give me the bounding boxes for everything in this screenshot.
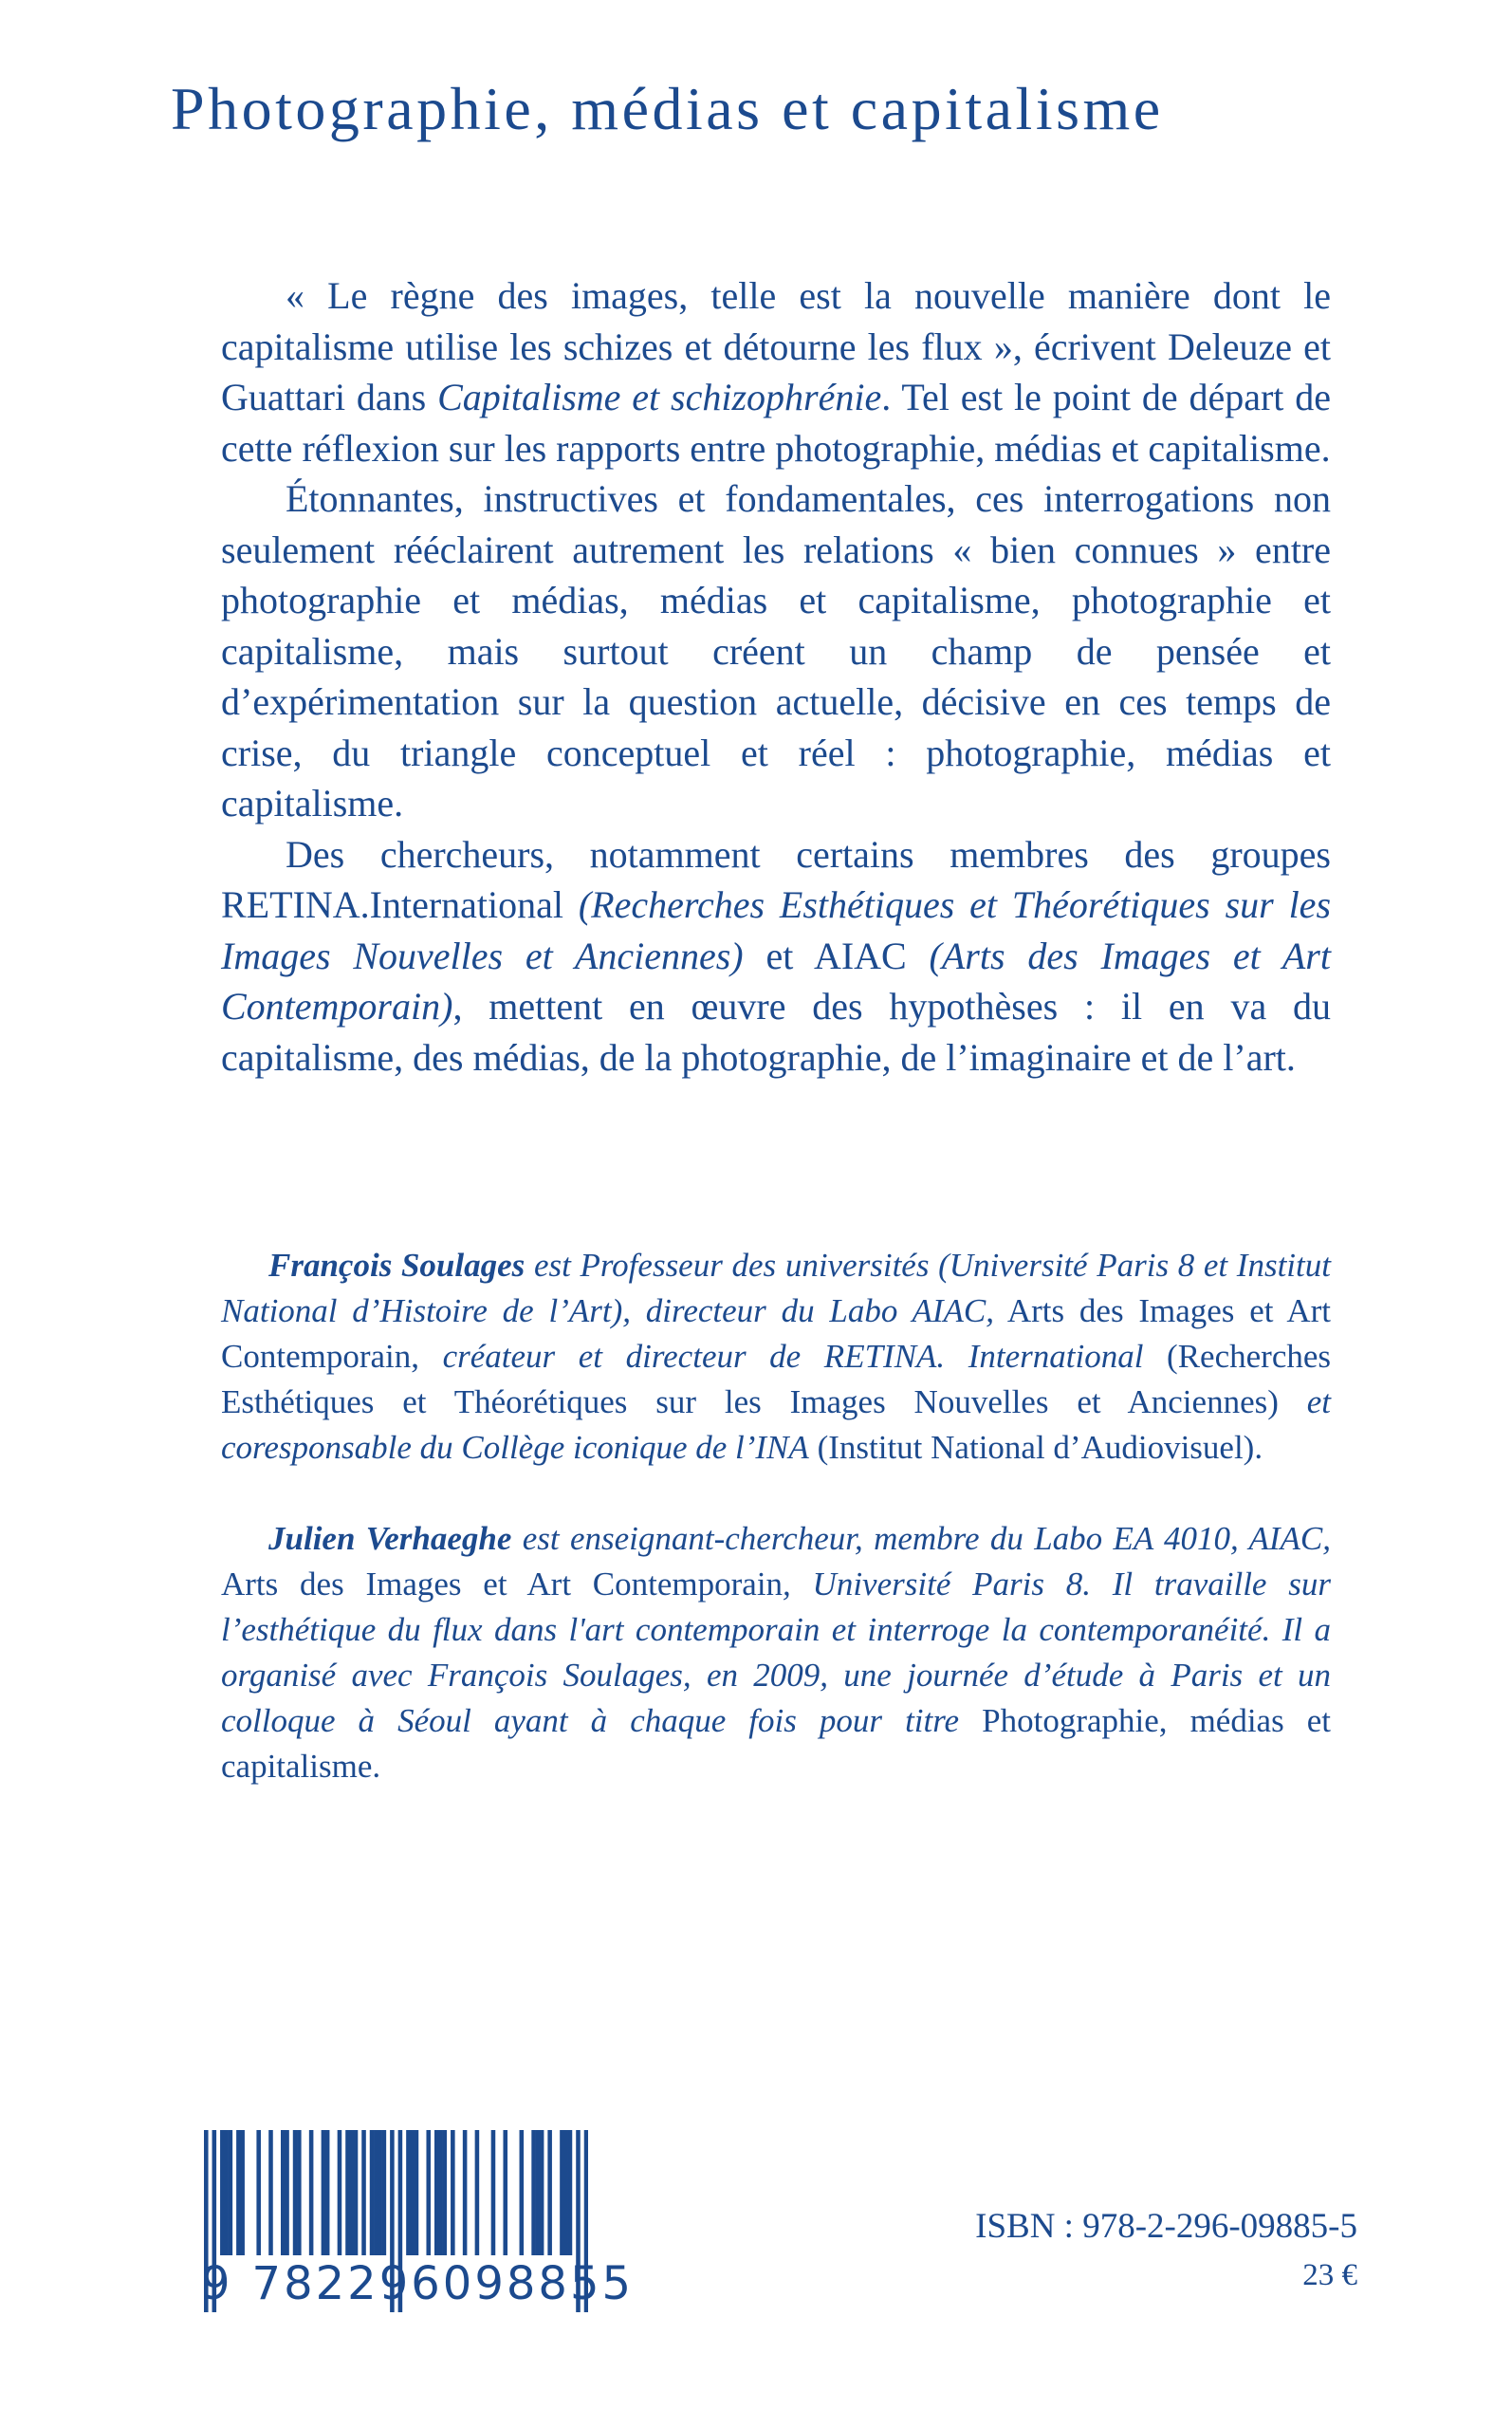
- bio-text: Arts des Images et Art Contemporain,: [221, 1292, 1331, 1375]
- book-title: Photographie, médias et capitalisme: [171, 75, 1164, 142]
- barcode-bar: [349, 2130, 354, 2255]
- barcode-bar: [451, 2130, 455, 2255]
- barcode-bar: [240, 2130, 245, 2255]
- barcode-bar: [220, 2130, 225, 2255]
- hypotheses-text: , mettent en œuvre des hypothèses : il en va du capitalisme, des médias, de la photographie, de l’imaginaire et de l’art.: [221, 985, 1331, 1079]
- bio-text: et coresponsable du Collège iconique de l’INA: [221, 1383, 1331, 1466]
- barcode-bar: [281, 2130, 286, 2255]
- barcode-bar: [297, 2130, 302, 2255]
- quote-continuation: . Tel est le point de départ de cette réflexion sur les rapports entre photographie, médias et capitalisme.: [221, 376, 1331, 470]
- blurb-paragraph-2: Étonnantes, instructives et fondamentales, ces interrogations non seulement rééclairent autrement les relations « bien connues » entre photographie et médias, médias et capitalisme, photographie et capitalisme, mais surtout créent un champ de pensée et d’expérimentation sur la question actuelle, décisive en ces temps de crise, du triangle conceptuel et réel : photographie, médias et capitalisme.: [221, 477, 1331, 825]
- barcode-bar: [443, 2130, 448, 2255]
- barcode-bar: [322, 2130, 326, 2255]
- barcode-number: 782296098855: [251, 2257, 635, 2310]
- aiac-expansion: (Arts des Images et Art Contemporain): [221, 934, 1331, 1028]
- barcode-bar: [434, 2130, 439, 2255]
- barcode-bar: [374, 2130, 378, 2255]
- author-name: François Soulages: [268, 1247, 526, 1284]
- barcode-bar: [345, 2130, 350, 2255]
- barcode-bar: [475, 2130, 480, 2255]
- barcode-bar: [224, 2130, 229, 2255]
- barcode-bar: [426, 2130, 431, 2255]
- barcode-bar: [293, 2130, 298, 2255]
- barcode-bar: [325, 2130, 330, 2255]
- author-name: Julien Verhaeghe: [268, 1520, 512, 1557]
- barcode-bar: [361, 2130, 366, 2255]
- researchers-text: Des chercheurs, notamment certains membres des groupes RETINA.International: [221, 832, 1331, 926]
- barcode-bar: [531, 2130, 536, 2255]
- blurb-paragraph-1: [221, 270, 1331, 473]
- barcode-bar: [503, 2130, 507, 2255]
- barcode-bar: [268, 2130, 273, 2255]
- barcode-bar: [520, 2130, 525, 2255]
- barcode-bar: [547, 2130, 552, 2255]
- barcode-bar: [370, 2130, 375, 2255]
- barcode-bar: [540, 2130, 544, 2255]
- book-reference: Capitalisme et schizophrénie: [437, 376, 882, 418]
- isbn-label: ISBN : 978-2-296-09885-5: [975, 2207, 1357, 2246]
- barcode-bar: [438, 2130, 443, 2255]
- barcode-bar: [229, 2130, 233, 2255]
- barcode-bar: [236, 2130, 241, 2255]
- barcode-bar: [491, 2130, 496, 2255]
- back-cover-blurb: [221, 270, 1331, 1083]
- barcode-bar: [378, 2130, 382, 2255]
- barcode-bar: [354, 2130, 359, 2255]
- barcode-bar: [309, 2130, 314, 2255]
- bio-francois-soulages: [221, 1243, 1331, 1471]
- barcode-bar: [463, 2130, 468, 2255]
- barcode-bar: [415, 2130, 419, 2255]
- barcode-bar: [406, 2130, 411, 2255]
- barcode-bar: [568, 2130, 573, 2255]
- bio-text: , Université Paris 8. Il travaille sur l’esthétique du flux dans l'art contemporain et interroge la contemporanéité. Il a organisé avec François Soulages, en 2009, une journée d’étude à Paris et un colloque à Séoul ayant à chaque fois pour titre: [221, 1566, 1331, 1739]
- bio-text: Arts des Images et Art Contemporain: [221, 1566, 784, 1603]
- barcode-bar: [285, 2130, 289, 2255]
- bio-text: créateur et directeur de RETINA. International: [442, 1338, 1144, 1375]
- barcode-bar: [536, 2130, 541, 2255]
- blurb-paragraph-3: [221, 829, 1331, 1084]
- barcode-bar: [563, 2130, 568, 2255]
- barcode-bar: [256, 2130, 261, 2255]
- bio-text: est enseignant-chercheur, membre du Labo EA 4010, AIAC,: [511, 1520, 1331, 1557]
- bio-julien-verhaeghe: [221, 1516, 1331, 1789]
- author-bios: [221, 1243, 1331, 1789]
- barcode-bar: [382, 2130, 387, 2255]
- barcode-digits: [201, 2255, 635, 2312]
- aiac-text: et AIAC: [743, 934, 930, 977]
- bio-text: Photographie, médias et capitalisme.: [221, 1702, 1331, 1785]
- retina-expansion: (Recherches Esthétiques et Théorétiques sur les Images Nouvelles et Anciennes): [221, 883, 1332, 977]
- barcode-bar: [560, 2130, 564, 2255]
- price-label: 23 €: [1302, 2258, 1357, 2292]
- barcode-lead-digit: 9: [201, 2257, 233, 2310]
- barcode-bar: [410, 2130, 415, 2255]
- quote-text: « Le règne des images, telle est la nouvelle manière dont le capitalisme utilise les schizes et détourne les flux », écrivent Deleuze et Guattari dans: [221, 274, 1331, 418]
- bio-text: (Institut National d’Audiovisuel).: [808, 1429, 1263, 1466]
- barcode-bar: [338, 2130, 342, 2255]
- bio-text: est Professeur des universités (Université Paris 8 et Institut National d’Histoire de l’Art), directeur du Labo AIAC,: [221, 1247, 1331, 1329]
- bio-text: (Recherches Esthétiques et Théorétiques sur les Images Nouvelles et Anciennes): [221, 1338, 1332, 1420]
